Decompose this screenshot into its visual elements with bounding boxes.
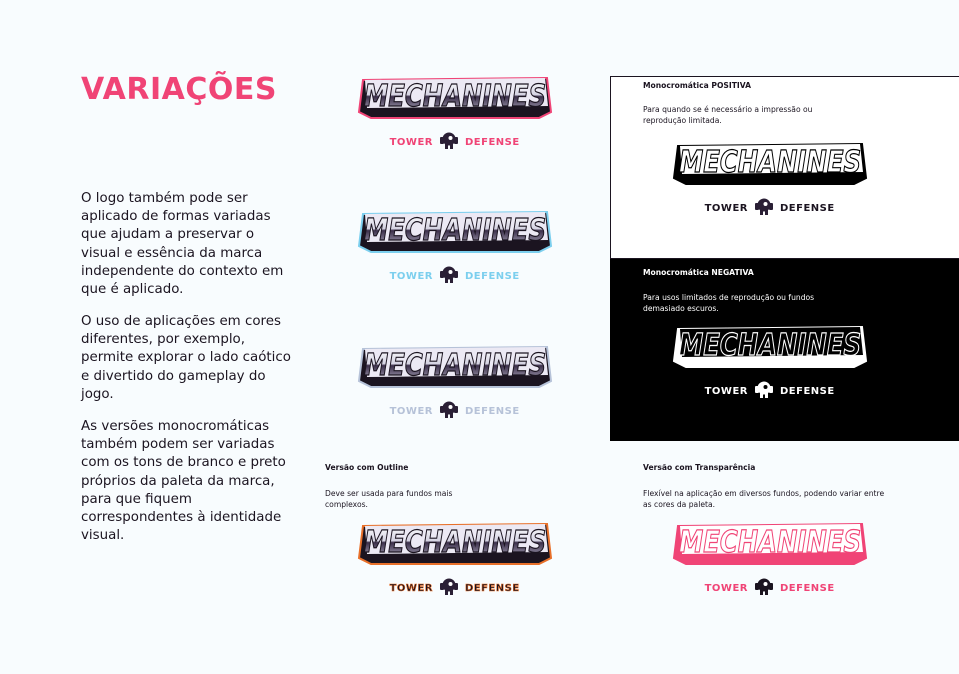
- logo-tower-text: TOWER: [389, 583, 433, 594]
- logo-tower-text: TOWER: [704, 203, 748, 214]
- robot-icon: [440, 133, 458, 150]
- logo-defense-text: DEFENSE: [780, 583, 835, 594]
- logo-graphic: [355, 341, 555, 421]
- negative-text: Para usos limitados de reprodução ou fundos demasiado escuros.: [643, 293, 815, 313]
- logo-defense-text: DEFENSE: [780, 386, 835, 397]
- logo-defense-text: DEFENSE: [780, 203, 835, 214]
- logo-graphic: [355, 206, 555, 286]
- logo-wordmark: MECHANINES: [364, 213, 546, 248]
- robot-icon: [755, 199, 773, 216]
- logo-outline: [355, 518, 555, 598]
- logo-tower-text: TOWER: [389, 406, 433, 417]
- logo-negative: [670, 321, 870, 401]
- logo-defense-text: DEFENSE: [465, 583, 520, 594]
- logo-defense-text: DEFENSE: [465, 271, 520, 282]
- logo-transparency: [670, 518, 870, 598]
- logo-pink: [355, 72, 555, 152]
- logo-wordmark: MECHANINES: [679, 145, 861, 180]
- negative-title: Monocromática NEGATIVA: [643, 268, 754, 277]
- logo-tower-text: TOWER: [704, 583, 748, 594]
- logo-tower-text: TOWER: [389, 137, 433, 148]
- logo-graphic: [670, 321, 870, 401]
- logo-defense-text: DEFENSE: [465, 406, 520, 417]
- transparency-title: Versão com Transparência: [643, 463, 756, 472]
- outline-text: Deve ser usada para fundos mais complexos.: [325, 489, 453, 509]
- logo-wordmark: MECHANINES: [679, 328, 861, 363]
- logo-graphic: [355, 72, 555, 152]
- logo-blue: [355, 206, 555, 286]
- robot-icon: [755, 579, 773, 596]
- robot-icon: [440, 402, 458, 419]
- logo-graphic: [355, 518, 555, 598]
- logo-tower-text: TOWER: [704, 386, 748, 397]
- colors-paragraph: O uso de aplicações em cores diferentes, por exemplo, permite explorar o lado caótico e divertido do gameplay do jogo.: [81, 314, 291, 402]
- logo-positive: [670, 138, 870, 218]
- logo-graphic: [670, 138, 870, 218]
- robot-icon: [440, 579, 458, 596]
- logo-defense-text: DEFENSE: [465, 137, 520, 148]
- page-title: VARIAÇÕES: [81, 72, 277, 107]
- logo-wordmark: MECHANINES: [364, 348, 546, 383]
- logo-wordmark: MECHANINES: [364, 525, 546, 560]
- robot-icon: [755, 382, 773, 399]
- intro-paragraph: O logo também pode ser aplicado de formas variadas que ajudam a preservar o visual e essência da marca independente do contexto em que é aplicado.: [81, 191, 284, 298]
- positive-text: Para quando se é necessário a impressão ou reprodução limitada.: [643, 105, 813, 125]
- transparency-text: Flexível na aplicação em diversos fundos, podendo variar entre as cores da paleta.: [643, 489, 885, 509]
- logo-wordmark: MECHANINES: [679, 525, 861, 560]
- robot-icon: [440, 267, 458, 284]
- logo-wordmark: MECHANINES: [364, 79, 546, 114]
- logo-graphic: [670, 518, 870, 598]
- mono-paragraph: As versões monocromáticas também podem ser variadas com os tons de branco e preto próprios da paleta da marca, para que fiquem correspondentes à identidade visual.: [81, 419, 286, 544]
- logo-tower-text: TOWER: [389, 271, 433, 282]
- logo-silver: [355, 341, 555, 421]
- positive-title: Monocromática POSITIVA: [643, 81, 751, 90]
- outline-title: Versão com Outline: [325, 463, 409, 472]
